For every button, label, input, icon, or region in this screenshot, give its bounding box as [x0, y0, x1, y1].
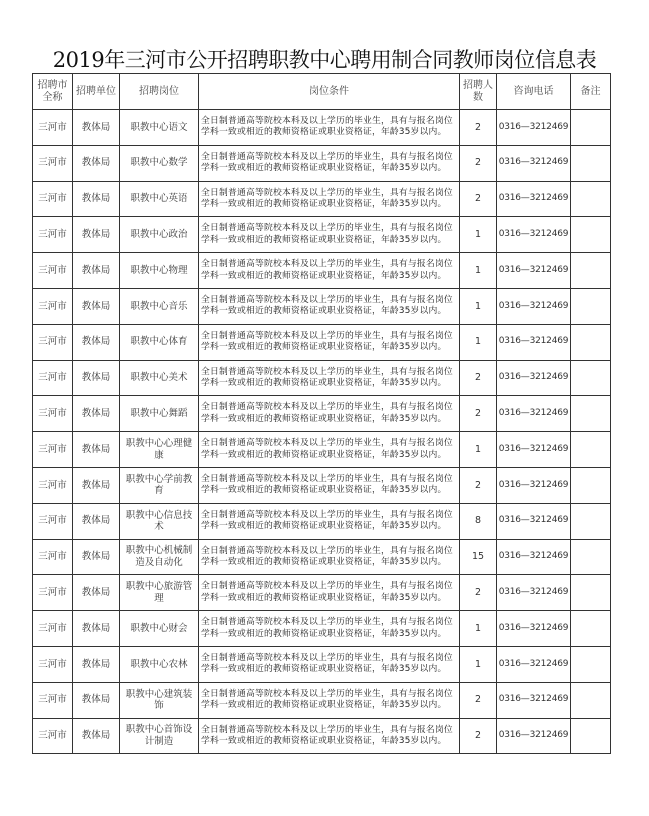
- cell-unit: 教体局: [73, 646, 120, 682]
- table-row: [33, 324, 611, 360]
- cell-count: 1: [460, 217, 497, 253]
- cell-unit: 教体局: [73, 396, 120, 432]
- table-row: [33, 575, 611, 611]
- cell-remarks: [571, 181, 611, 217]
- cell-remarks: [571, 145, 611, 181]
- cell-count: 8: [460, 503, 497, 539]
- cell-phone: 0316—3212469: [497, 539, 571, 575]
- cell-count: 2: [460, 110, 497, 146]
- cell-unit: 教体局: [73, 217, 120, 253]
- cell-phone: 0316—3212469: [497, 324, 571, 360]
- cell-position: 职教中心数学: [120, 145, 199, 181]
- cell-count: 2: [460, 396, 497, 432]
- cell-count: 2: [460, 181, 497, 217]
- cell-remarks: [571, 539, 611, 575]
- header-position: 招聘岗位: [120, 74, 199, 110]
- cell-conditions: 全日制普通高等院校本科及以上学历的毕业生，具有与报名岗位学科一致或相近的教师资格证或职业资格证，年龄35岁以内。: [199, 360, 460, 396]
- cell-unit: 教体局: [73, 360, 120, 396]
- cell-conditions: 全日制普通高等院校本科及以上学历的毕业生，具有与报名岗位学科一致或相近的教师资格证或职业资格证，年龄35岁以内。: [199, 288, 460, 324]
- table-body: [33, 110, 611, 754]
- cell-conditions: 全日制普通高等院校本科及以上学历的毕业生，具有与报名岗位学科一致或相近的教师资格证或职业资格证，年龄35岁以内。: [199, 432, 460, 468]
- cell-phone: 0316—3212469: [497, 396, 571, 432]
- cell-phone: 0316—3212469: [497, 145, 571, 181]
- cell-city: 三河市: [33, 360, 73, 396]
- cell-city: 三河市: [33, 145, 73, 181]
- cell-unit: 教体局: [73, 181, 120, 217]
- cell-city: 三河市: [33, 503, 73, 539]
- cell-phone: 0316—3212469: [497, 575, 571, 611]
- cell-position: 职教中心财会: [120, 611, 199, 647]
- table-row: [33, 253, 611, 289]
- cell-count: 2: [460, 575, 497, 611]
- cell-city: 三河市: [33, 253, 73, 289]
- table-row: [33, 503, 611, 539]
- cell-count: 1: [460, 324, 497, 360]
- table-row: [33, 360, 611, 396]
- cell-phone: 0316—3212469: [497, 718, 571, 754]
- cell-unit: 教体局: [73, 718, 120, 754]
- cell-position: 职教中心美术: [120, 360, 199, 396]
- cell-position: 职教中心信息技术: [120, 503, 199, 539]
- cell-conditions: 全日制普通高等院校本科及以上学历的毕业生，具有与报名岗位学科一致或相近的教师资格证或职业资格证，年龄35岁以内。: [199, 646, 460, 682]
- cell-conditions: 全日制普通高等院校本科及以上学历的毕业生，具有与报名岗位学科一致或相近的教师资格证或职业资格证，年龄35岁以内。: [199, 217, 460, 253]
- cell-city: 三河市: [33, 432, 73, 468]
- cell-remarks: [571, 324, 611, 360]
- cell-conditions: 全日制普通高等院校本科及以上学历的毕业生，具有与报名岗位学科一致或相近的教师资格证或职业资格证，年龄35岁以内。: [199, 110, 460, 146]
- cell-city: 三河市: [33, 646, 73, 682]
- table-row: [33, 396, 611, 432]
- cell-conditions: 全日制普通高等院校本科及以上学历的毕业生，具有与报名岗位学科一致或相近的教师资格证或职业资格证，年龄35岁以内。: [199, 611, 460, 647]
- cell-remarks: [571, 360, 611, 396]
- cell-phone: 0316—3212469: [497, 217, 571, 253]
- cell-position: 职教中心物理: [120, 253, 199, 289]
- cell-city: 三河市: [33, 181, 73, 217]
- cell-phone: 0316—3212469: [497, 432, 571, 468]
- cell-count: 2: [460, 682, 497, 718]
- cell-city: 三河市: [33, 718, 73, 754]
- cell-count: 1: [460, 253, 497, 289]
- cell-remarks: [571, 503, 611, 539]
- cell-city: 三河市: [33, 467, 73, 503]
- positions-table: [32, 73, 611, 754]
- table-header-row: [33, 74, 611, 110]
- table-row: [33, 682, 611, 718]
- cell-remarks: [571, 396, 611, 432]
- cell-remarks: [571, 646, 611, 682]
- table-row: [33, 539, 611, 575]
- table-row: [33, 611, 611, 647]
- cell-count: 15: [460, 539, 497, 575]
- table-row: [33, 718, 611, 754]
- cell-position: 职教中心学前教育: [120, 467, 199, 503]
- cell-conditions: 全日制普通高等院校本科及以上学历的毕业生，具有与报名岗位学科一致或相近的教师资格证或职业资格证，年龄35岁以内。: [199, 396, 460, 432]
- cell-conditions: 全日制普通高等院校本科及以上学历的毕业生，具有与报名岗位学科一致或相近的教师资格证或职业资格证，年龄35岁以内。: [199, 503, 460, 539]
- cell-unit: 教体局: [73, 467, 120, 503]
- cell-remarks: [571, 432, 611, 468]
- header-unit: 招聘单位: [73, 74, 120, 110]
- cell-count: 1: [460, 646, 497, 682]
- cell-count: 1: [460, 288, 497, 324]
- cell-conditions: 全日制普通高等院校本科及以上学历的毕业生，具有与报名岗位学科一致或相近的教师资格证或职业资格证，年龄35岁以内。: [199, 467, 460, 503]
- cell-position: 职教中心舞蹈: [120, 396, 199, 432]
- cell-position: 职教中心音乐: [120, 288, 199, 324]
- cell-count: 2: [460, 718, 497, 754]
- table-row: [33, 646, 611, 682]
- cell-city: 三河市: [33, 682, 73, 718]
- cell-conditions: 全日制普通高等院校本科及以上学历的毕业生，具有与报名岗位学科一致或相近的教师资格证或职业资格证，年龄35岁以内。: [199, 324, 460, 360]
- cell-position: 职教中心首饰设计制造: [120, 718, 199, 754]
- cell-city: 三河市: [33, 217, 73, 253]
- header-phone: 咨询电话: [497, 74, 571, 110]
- cell-remarks: [571, 611, 611, 647]
- header-remarks: 备注: [571, 74, 611, 110]
- cell-city: 三河市: [33, 396, 73, 432]
- cell-remarks: [571, 288, 611, 324]
- table-row: [33, 432, 611, 468]
- cell-unit: 教体局: [73, 575, 120, 611]
- cell-position: 职教中心旅游管理: [120, 575, 199, 611]
- cell-unit: 教体局: [73, 539, 120, 575]
- cell-conditions: 全日制普通高等院校本科及以上学历的毕业生，具有与报名岗位学科一致或相近的教师资格证或职业资格证，年龄35岁以内。: [199, 539, 460, 575]
- cell-phone: 0316—3212469: [497, 181, 571, 217]
- cell-phone: 0316—3212469: [497, 288, 571, 324]
- header-conditions: 岗位条件: [199, 74, 460, 110]
- cell-unit: 教体局: [73, 503, 120, 539]
- cell-position: 职教中心心理健康: [120, 432, 199, 468]
- cell-conditions: 全日制普通高等院校本科及以上学历的毕业生，具有与报名岗位学科一致或相近的教师资格证或职业资格证，年龄35岁以内。: [199, 682, 460, 718]
- cell-unit: 教体局: [73, 110, 120, 146]
- cell-remarks: [571, 718, 611, 754]
- cell-unit: 教体局: [73, 288, 120, 324]
- cell-count: 1: [460, 611, 497, 647]
- cell-remarks: [571, 217, 611, 253]
- cell-remarks: [571, 682, 611, 718]
- cell-unit: 教体局: [73, 611, 120, 647]
- cell-position: 职教中心语文: [120, 110, 199, 146]
- cell-phone: 0316—3212469: [497, 253, 571, 289]
- document-title: 2019年三河市公开招聘职教中心聘用制合同教师岗位信息表: [52, 48, 597, 72]
- cell-conditions: 全日制普通高等院校本科及以上学历的毕业生，具有与报名岗位学科一致或相近的教师资格证或职业资格证，年龄35岁以内。: [199, 145, 460, 181]
- cell-unit: 教体局: [73, 324, 120, 360]
- cell-count: 2: [460, 467, 497, 503]
- cell-remarks: [571, 467, 611, 503]
- table-row: [33, 467, 611, 503]
- cell-phone: 0316—3212469: [497, 682, 571, 718]
- cell-phone: 0316—3212469: [497, 110, 571, 146]
- cell-unit: 教体局: [73, 145, 120, 181]
- cell-position: 职教中心政治: [120, 217, 199, 253]
- cell-conditions: 全日制普通高等院校本科及以上学历的毕业生，具有与报名岗位学科一致或相近的教师资格证或职业资格证，年龄35岁以内。: [199, 181, 460, 217]
- header-count: 招聘人数: [460, 74, 497, 110]
- cell-remarks: [571, 253, 611, 289]
- cell-unit: 教体局: [73, 682, 120, 718]
- cell-city: 三河市: [33, 611, 73, 647]
- cell-city: 三河市: [33, 324, 73, 360]
- cell-unit: 教体局: [73, 253, 120, 289]
- cell-count: 2: [460, 360, 497, 396]
- cell-remarks: [571, 110, 611, 146]
- cell-conditions: 全日制普通高等院校本科及以上学历的毕业生，具有与报名岗位学科一致或相近的教师资格证或职业资格证，年龄35岁以内。: [199, 718, 460, 754]
- cell-count: 2: [460, 145, 497, 181]
- cell-phone: 0316—3212469: [497, 503, 571, 539]
- cell-phone: 0316—3212469: [497, 360, 571, 396]
- cell-phone: 0316—3212469: [497, 467, 571, 503]
- cell-position: 职教中心英语: [120, 181, 199, 217]
- cell-conditions: 全日制普通高等院校本科及以上学历的毕业生，具有与报名岗位学科一致或相近的教师资格证或职业资格证，年龄35岁以内。: [199, 575, 460, 611]
- table-row: [33, 145, 611, 181]
- cell-city: 三河市: [33, 575, 73, 611]
- cell-position: 职教中心体育: [120, 324, 199, 360]
- cell-phone: 0316—3212469: [497, 611, 571, 647]
- cell-conditions: 全日制普通高等院校本科及以上学历的毕业生，具有与报名岗位学科一致或相近的教师资格证或职业资格证，年龄35岁以内。: [199, 253, 460, 289]
- cell-phone: 0316—3212469: [497, 646, 571, 682]
- cell-city: 三河市: [33, 288, 73, 324]
- header-city: 招聘市全称: [33, 74, 73, 110]
- table-row: [33, 217, 611, 253]
- table-row: [33, 181, 611, 217]
- cell-city: 三河市: [33, 110, 73, 146]
- cell-count: 1: [460, 432, 497, 468]
- cell-position: 职教中心农林: [120, 646, 199, 682]
- cell-position: 职教中心建筑装饰: [120, 682, 199, 718]
- cell-position: 职教中心机械制造及自动化: [120, 539, 199, 575]
- cell-unit: 教体局: [73, 432, 120, 468]
- cell-city: 三河市: [33, 539, 73, 575]
- table-row: [33, 288, 611, 324]
- cell-remarks: [571, 575, 611, 611]
- table-row: [33, 110, 611, 146]
